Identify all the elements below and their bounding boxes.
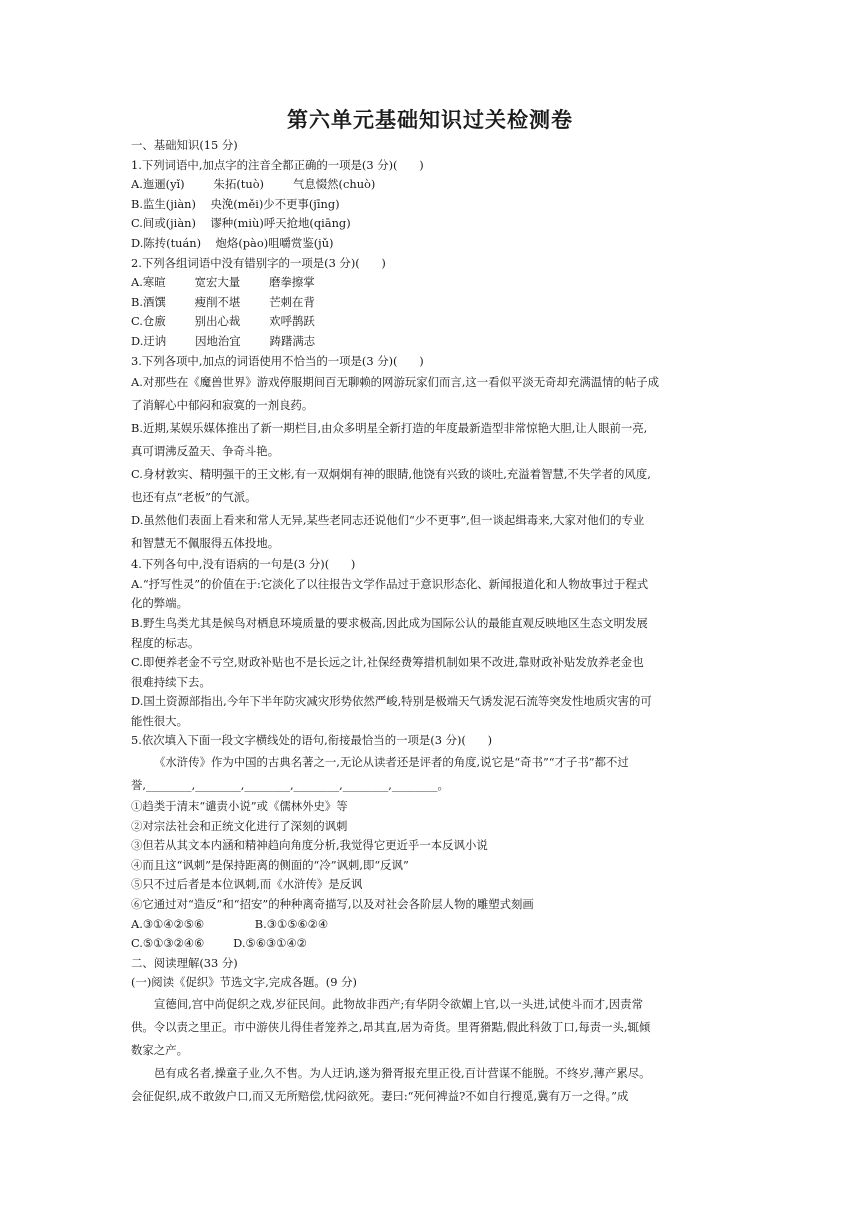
- answer-option: C.间或(jiàn) 谬种(miù)呼天抢地(qiāng): [131, 216, 351, 231]
- answer-option: B.酒馔 瘦削不堪 芒刺在背: [131, 294, 315, 309]
- answer-option-text: 了消解心中郁闷和寂寞的一剂良药。: [131, 398, 314, 413]
- answer-option-text: D.国土资源部指出,今年下半年防灾减灾形势依然严峻,特别是极端天气诱发泥石流等突发性地质灾害的可: [131, 694, 652, 709]
- page-title: 第六单元基础知识过关检测卷: [287, 108, 573, 132]
- answer-option-text: 也还有点“老板”的气派。: [131, 490, 257, 505]
- numbered-sentence: ①趋类于清末“谴责小说”或《儒林外史》等: [131, 799, 348, 814]
- answer-option-text: 真可谓沸反盈天、争奇斗艳。: [131, 444, 280, 459]
- question-stem: 5.依次填入下面一段文字横线处的语句,衔接最恰当的一项是(3 分)( ): [131, 733, 493, 748]
- passage-text: 会征促织,成不敢敛户口,而又无所赔偿,忧闷欲死。妻曰:“死何裨益?不如自行搜觅,冀有万一之得。”成: [131, 1089, 629, 1103]
- numbered-sentence: ③但若从其文本内涵和精神趋向角度分析,我觉得它更近乎一本反讽小说: [131, 838, 488, 853]
- answer-option-text: 化的弊端。: [131, 596, 188, 611]
- answer-option-text: B.近期,某娱乐媒体推出了新一期栏目,由众多明星全新打造的年度最新造型非常惊艳大胆,让人眼前一亮,: [131, 421, 648, 436]
- passage-text: 供。令以责之里正。市中游侠儿得佳者笼养之,昂其直,居为奇货。里胥猾黠,假此科敛丁口,每责一头,辄倾: [131, 1020, 651, 1034]
- answer-option-text: A.“抒写性灵”的价值在于:它淡化了以往报告文学作品过于意识形态化、新闻报道化和人物故事过于程式: [131, 576, 649, 591]
- numbered-sentence: ②对宗法社会和正统文化进行了深刻的讽刺: [131, 818, 348, 833]
- answer-option-text: B.野生鸟类尤其是候鸟对栖息环境质量的要求极高,因此成为国际公认的最能直观反映地区生态文明发展: [131, 615, 648, 630]
- answer-option: A.迤逦(yǐ) 朱拓(tuò) 气息惙然(chuò): [131, 177, 376, 192]
- passage-text: 誉,________,________,________,________,________,________。: [131, 778, 449, 793]
- numbered-sentence: ⑥它通过对“造反”和“招安”的种种离奇描写,以及对社会各阶层人物的雕塑式刻画: [131, 897, 534, 912]
- answer-option: B.监生(jiàn) 央浼(měi)少不更事(jīng): [131, 196, 340, 211]
- answer-option-text: 和智慧无不佩服得五体投地。: [131, 536, 280, 551]
- worksheet-body: [131, 136, 731, 1108]
- section-heading: 一、基础知识(15 分): [131, 138, 238, 152]
- question-stem: (一)阅读《促织》节选文字,完成各题。(9 分): [131, 975, 357, 990]
- question-stem: 1.下列词语中,加点字的注音全都正确的一项是(3 分)( ): [131, 157, 424, 172]
- question-stem: 2.下列各组词语中没有错别字的一项是(3 分)( ): [131, 255, 386, 270]
- passage-text: 宣德间,宫中尚促织之戏,岁征民间。此物故非西产;有华阴令欲媚上官,以一头进,试使斗而才,因责常: [154, 997, 643, 1011]
- section-heading: 二、阅读理解(33 分): [131, 955, 238, 970]
- answer-option-text: C.身材敦实、精明强干的王文彬,有一双炯炯有神的眼睛,他饶有兴致的谈吐,充溢着智慧,不失学者的风度,: [131, 467, 651, 482]
- answer-option: A.寒暄 宽宏大量 磨拳擦掌: [131, 275, 315, 290]
- passage-text: 《水浒传》作为中国的古典名著之一,无论从读者还是评者的角度,说它是“奇书”“才子书”都不过: [154, 755, 629, 770]
- answer-option: A.③①④②⑤⑥ B.③①⑤⑥②④: [131, 916, 329, 931]
- numbered-sentence: ⑤只不过后者是本位讽刺,而《水浒传》是反讽: [131, 877, 363, 892]
- answer-option: C.仓廒 别出心裁 欢呼鹊跃: [131, 314, 315, 329]
- answer-option-text: C.即便养老金不亏空,财政补贴也不是长远之计,社保经费筹措机制如果不改进,靠财政补贴发放养老金也: [131, 655, 644, 670]
- answer-option-text: 能性很大。: [131, 713, 188, 728]
- answer-option: D.迂讷 因地治宜 踌躇满志: [131, 333, 316, 348]
- answer-option-text: 很难持续下去。: [131, 674, 211, 689]
- question-stem: 3.下列各项中,加点的词语使用不恰当的一项是(3 分)( ): [131, 353, 424, 368]
- answer-option-text: D.虽然他们表面上看来和常人无异,某些老同志还说他们“少不更事”,但一谈起缉毒来,大家对他们的专业: [131, 513, 645, 528]
- numbered-sentence: ④而且这“讽刺”是保持距离的侧面的“冷”讽刺,即“反讽”: [131, 857, 409, 872]
- answer-option: C.⑤①③②④⑥ D.⑤⑥③①④②: [131, 936, 307, 951]
- passage-text: 数家之产。: [131, 1043, 188, 1057]
- answer-option-text: 程度的标志。: [131, 635, 200, 650]
- question-stem: 4.下列各句中,没有语病的一句是(3 分)( ): [131, 557, 356, 572]
- answer-option: D.陈抟(tuán) 炮烙(pào)咀嚼赏鉴(jǔ): [131, 235, 334, 250]
- answer-option-text: A.对那些在《魔兽世界》游戏停服期间百无聊赖的网游玩家们而言,这一看似平淡无奇却充满温情的帖子成: [131, 375, 660, 390]
- passage-text: 邑有成名者,操童子业,久不售。为人迂讷,遂为猾胥报充里正役,百计营谋不能脱。不终岁,薄产累尽。: [154, 1066, 651, 1080]
